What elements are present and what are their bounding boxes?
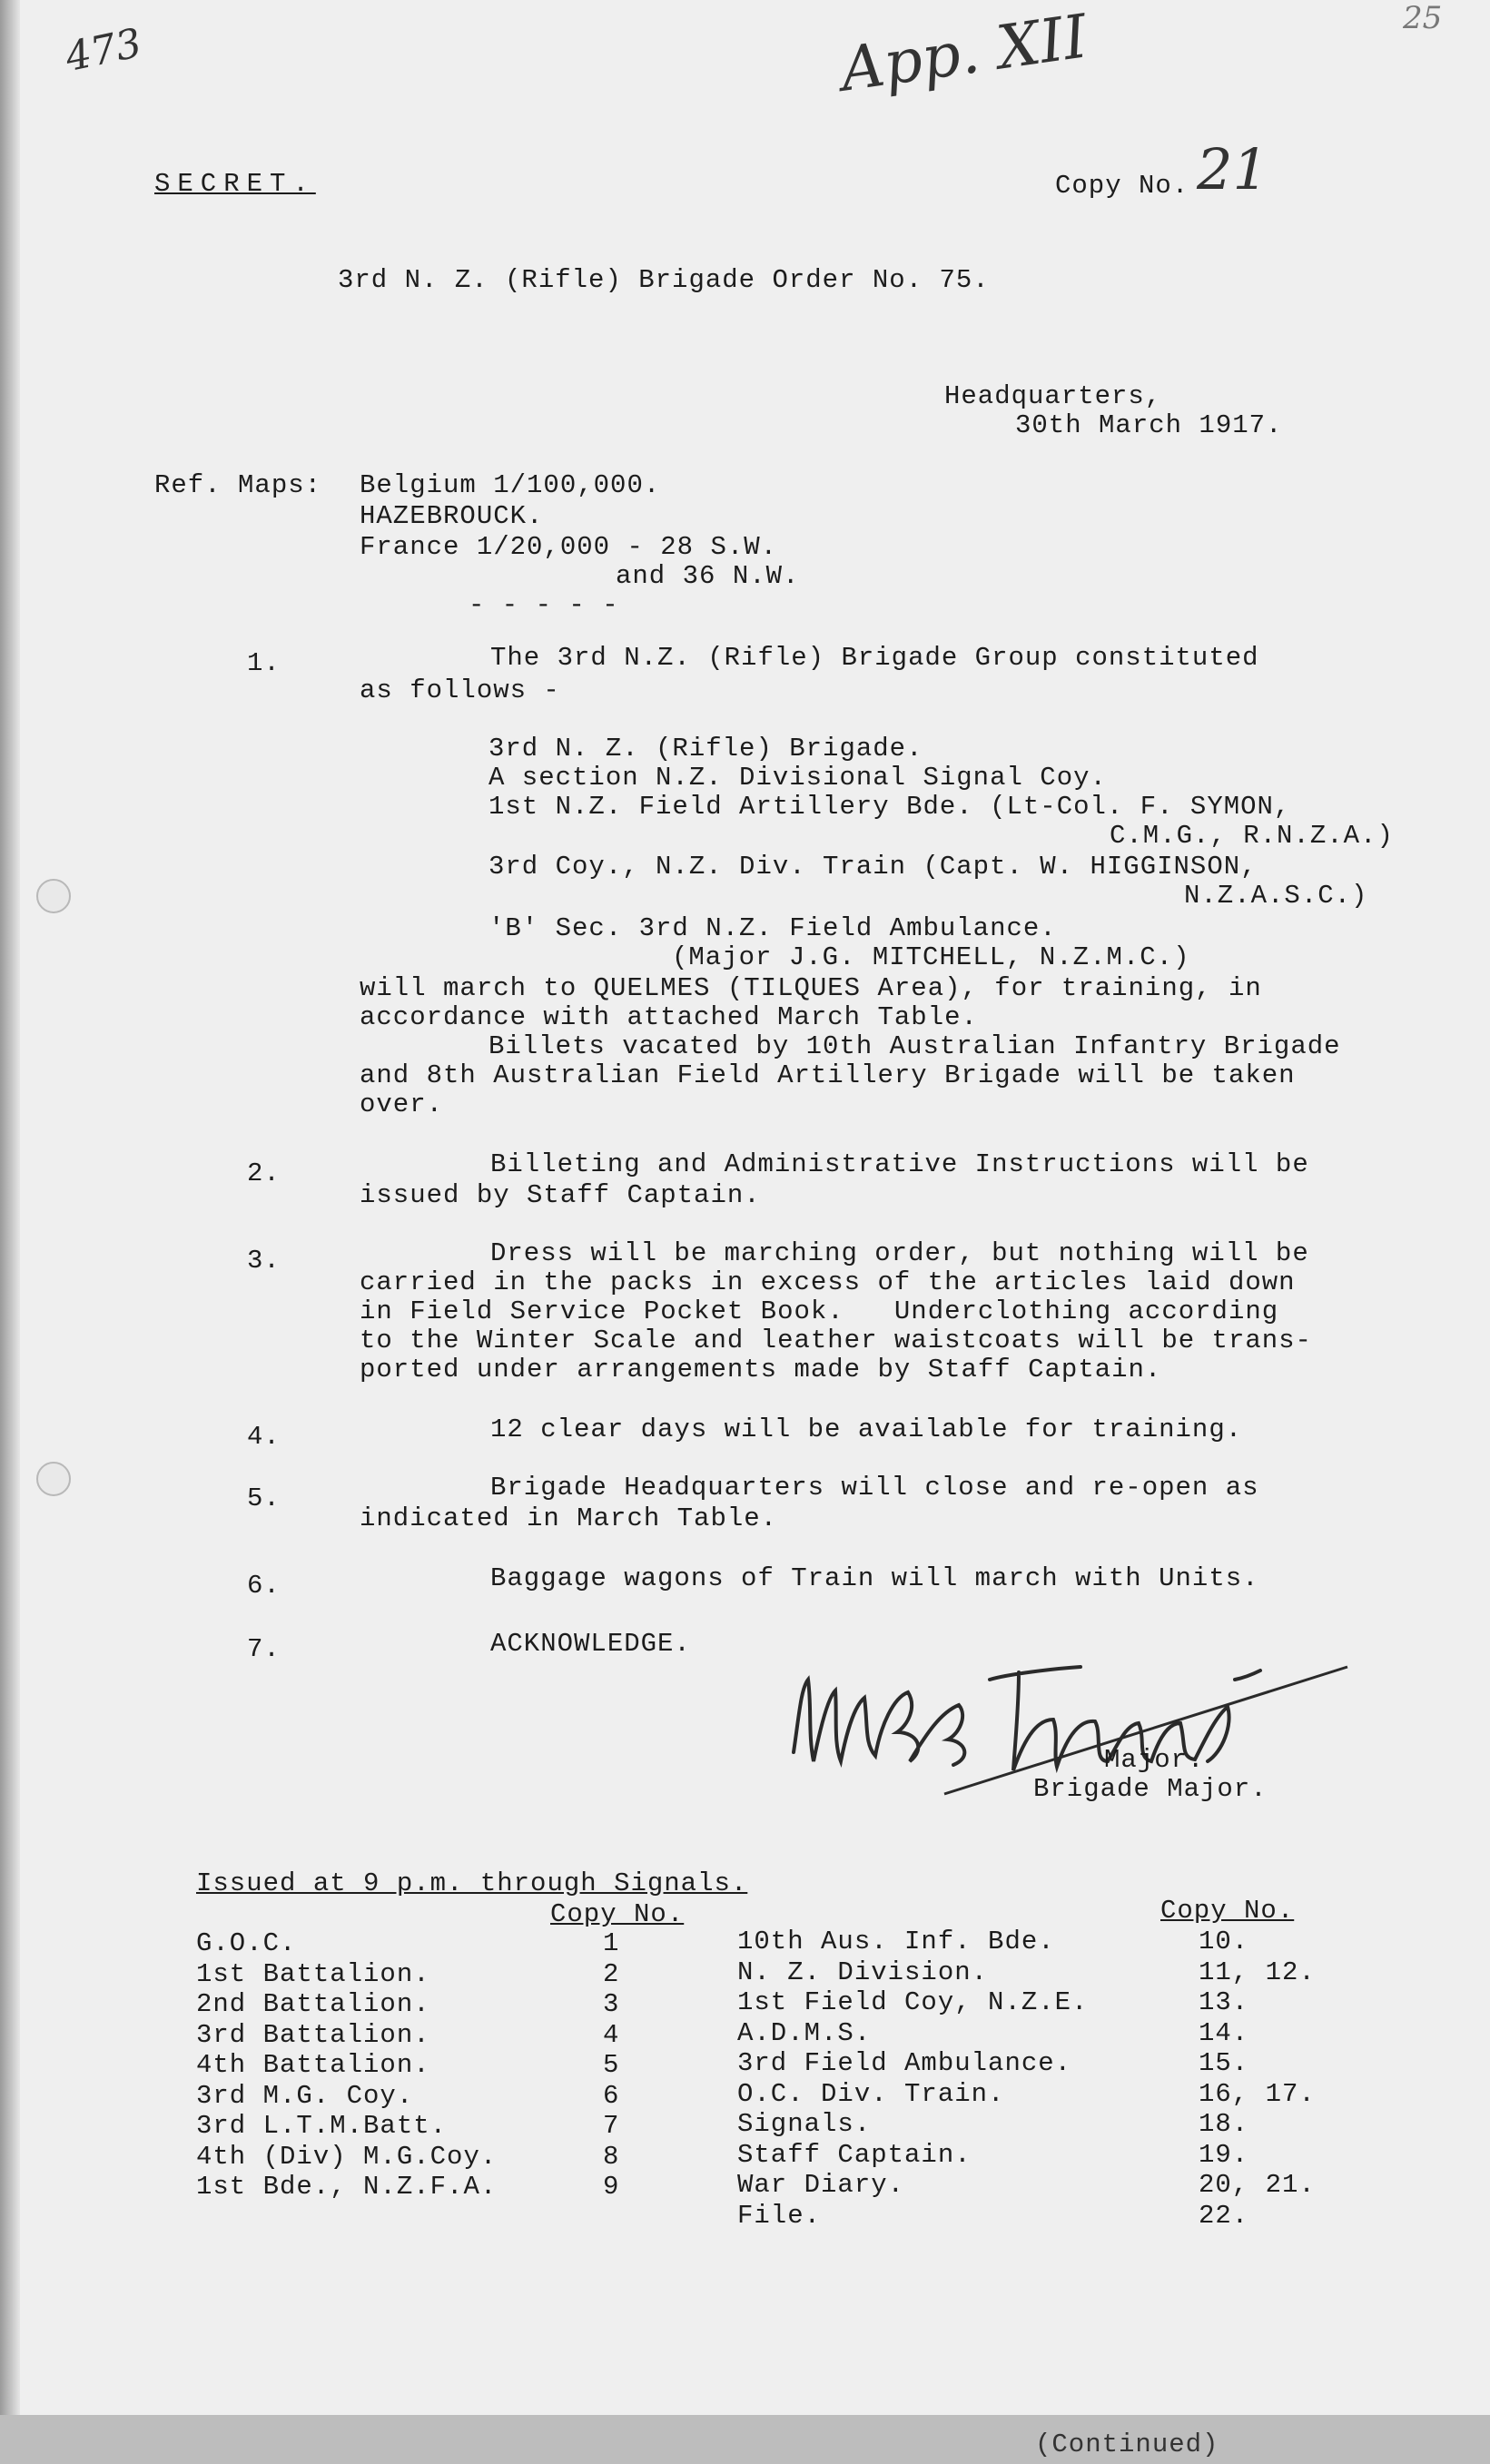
- copy-label: Copy No.: [1055, 171, 1189, 201]
- distribution-copy-number: 14.: [1199, 2017, 1249, 2048]
- paragraph-line: Billeting and Administrative Instructions will be: [490, 1149, 1309, 1179]
- group-unit: 3rd N. Z. (Rifle) Brigade.: [488, 734, 923, 764]
- page-bottom-edge: [0, 2415, 1490, 2464]
- signatory-rank: Major.: [1104, 1745, 1205, 1775]
- distribution-recipient: File.: [737, 2200, 822, 2231]
- order-date: 30th March 1917.: [1015, 410, 1283, 440]
- distribution-copy-number: 2: [603, 1958, 620, 1989]
- distribution-copy-number: 20, 21.: [1199, 2170, 1316, 2200]
- ref-map-line: and 36 N.W.: [616, 561, 800, 591]
- paragraph-line: 12 clear days will be available for training.: [490, 1414, 1243, 1444]
- distribution-recipient: 3rd Field Ambulance.: [737, 2048, 1072, 2078]
- paragraph-number: 7.: [247, 1634, 281, 1664]
- distribution-copy-number: 8: [603, 2141, 620, 2172]
- paragraph-number: 2.: [247, 1158, 281, 1188]
- paragraph-number: 6.: [247, 1571, 281, 1601]
- distribution-recipient: 1st Battalion.: [196, 1958, 430, 1989]
- distribution-recipient: Signals.: [737, 2109, 872, 2139]
- distribution-recipient: 4th Battalion.: [196, 2050, 430, 2080]
- distribution-recipient: 1st Field Coy, N.Z.E.: [737, 1987, 1089, 2017]
- ref-map-line: HAZEBROUCK.: [360, 501, 544, 531]
- group-unit: A section N.Z. Divisional Signal Coy.: [488, 763, 1107, 793]
- distribution-recipient: 1st Bde., N.Z.F.A.: [196, 2172, 498, 2202]
- order-title: 3rd N. Z. (Rifle) Brigade Order No. 75.: [338, 265, 990, 295]
- distribution-copy-number: 13.: [1199, 1987, 1249, 2017]
- distribution-copy-number: 19.: [1199, 2139, 1249, 2170]
- distribution-copy-number: 6: [603, 2080, 620, 2111]
- page-edge: [0, 0, 20, 2464]
- distribution-copy-number: 4: [603, 2019, 620, 2050]
- paragraph-line: to the Winter Scale and leather waistcoats will be trans-: [360, 1326, 1312, 1355]
- distribution-recipient: 4th (Div) M.G.Coy.: [196, 2141, 498, 2172]
- issued-line: Issued at 9 p.m. through Signals.: [196, 1868, 748, 1898]
- group-unit: 1st N.Z. Field Artillery Bde. (Lt-Col. F. SYMON,: [488, 792, 1291, 822]
- distribution-recipient: O.C. Div. Train.: [737, 2078, 1005, 2109]
- paragraph-line: Billets vacated by 10th Australian Infantry Brigade: [488, 1031, 1341, 1061]
- distribution-recipient: A.D.M.S.: [737, 2017, 872, 2048]
- paragraph-line: issued by Staff Captain.: [360, 1180, 761, 1210]
- classification: SECRET.: [154, 169, 316, 199]
- paragraph-line: carried in the packs in excess of the articles laid down: [360, 1267, 1296, 1297]
- group-unit-detail: (Major J.G. MITCHELL, N.Z.M.C.): [672, 942, 1190, 972]
- paragraph-number: 1.: [247, 648, 281, 678]
- distribution-copy-number: 10.: [1199, 1927, 1249, 1956]
- distribution-recipient: War Diary.: [737, 2170, 905, 2200]
- signatory-role: Brigade Major.: [1033, 1774, 1268, 1804]
- paragraph-line: over.: [360, 1089, 444, 1119]
- distribution-recipient: Staff Captain.: [737, 2139, 972, 2170]
- hq-location: Headquarters,: [944, 381, 1162, 411]
- paragraph-line: Dress will be marching order, but nothing will be: [490, 1238, 1309, 1268]
- file-number-annotation: 473: [61, 19, 146, 82]
- paragraph-number: 5.: [247, 1483, 281, 1513]
- group-unit: 'B' Sec. 3rd N.Z. Field Ambulance.: [488, 913, 1057, 943]
- distribution-copy-number: 1: [603, 1928, 620, 1958]
- paragraph-line: ported under arrangements made by Staff Captain.: [360, 1355, 1162, 1385]
- copy-header-left: Copy No.: [550, 1899, 685, 1929]
- distribution-copy-number: 7: [603, 2111, 620, 2141]
- paragraph-number: 4.: [247, 1422, 281, 1452]
- distribution-recipient: 10th Aus. Inf. Bde.: [737, 1927, 1055, 1956]
- punch-hole: [36, 1462, 71, 1496]
- paragraph-line: Baggage wagons of Train will march with Units.: [490, 1563, 1259, 1593]
- paragraph-line: and 8th Australian Field Artillery Brigade will be taken: [360, 1060, 1296, 1090]
- continued-note: (Continued): [1035, 2430, 1219, 2459]
- distribution-recipient: 2nd Battalion.: [196, 1989, 430, 2019]
- distribution-recipient: 3rd M.G. Coy.: [196, 2080, 414, 2111]
- distribution-copy-number: 16, 17.: [1199, 2078, 1316, 2109]
- group-unit: 3rd Coy., N.Z. Div. Train (Capt. W. HIGGINSON,: [488, 852, 1258, 882]
- page-number-annotation: 25: [1403, 0, 1443, 36]
- distribution-recipient: 3rd Battalion.: [196, 2019, 430, 2050]
- paragraph-line: in Field Service Pocket Book. Underclothing according: [360, 1296, 1279, 1326]
- copy-header-right: Copy No.: [1160, 1896, 1295, 1926]
- ref-map-line: Belgium 1/100,000.: [360, 470, 661, 500]
- separator: - - - - -: [469, 590, 619, 620]
- distribution-recipient: G.O.C.: [196, 1928, 297, 1958]
- paragraph-number: 3.: [247, 1246, 281, 1276]
- appendix-annotation: App. XII: [835, 1, 1092, 105]
- distribution-copy-number: 15.: [1199, 2048, 1249, 2078]
- distribution-recipient: N. Z. Division.: [737, 1956, 989, 1987]
- distribution-copy-number: 9: [603, 2172, 620, 2202]
- distribution-copy-number: 5: [603, 2050, 620, 2080]
- group-unit-detail: C.M.G., R.N.Z.A.): [1110, 821, 1394, 851]
- paragraph-line: as follows -: [360, 675, 560, 705]
- paragraph-line: Brigade Headquarters will close and re-open as: [490, 1473, 1259, 1503]
- ref-map-line: France 1/20,000 - 28 S.W.: [360, 532, 778, 562]
- distribution-recipient: 3rd L.T.M.Batt.: [196, 2111, 448, 2141]
- paragraph-line: indicated in March Table.: [360, 1503, 778, 1533]
- punch-hole: [36, 879, 71, 913]
- distribution-copy-number: 11, 12.: [1199, 1956, 1316, 1987]
- paragraph-line: accordance with attached March Table.: [360, 1002, 978, 1032]
- copy-number: 21: [1197, 136, 1268, 202]
- distribution-copy-number: 18.: [1199, 2109, 1249, 2139]
- group-unit-detail: N.Z.A.S.C.): [1184, 881, 1368, 911]
- distribution-copy-number: 3: [603, 1989, 620, 2019]
- ref-maps-label: Ref. Maps:: [154, 470, 322, 500]
- acknowledge: ACKNOWLEDGE.: [490, 1629, 691, 1659]
- paragraph-line: The 3rd N.Z. (Rifle) Brigade Group constituted: [490, 643, 1259, 673]
- paragraph-line: will march to QUELMES (TILQUES Area), for training, in: [360, 973, 1262, 1003]
- distribution-copy-number: 22.: [1199, 2200, 1249, 2231]
